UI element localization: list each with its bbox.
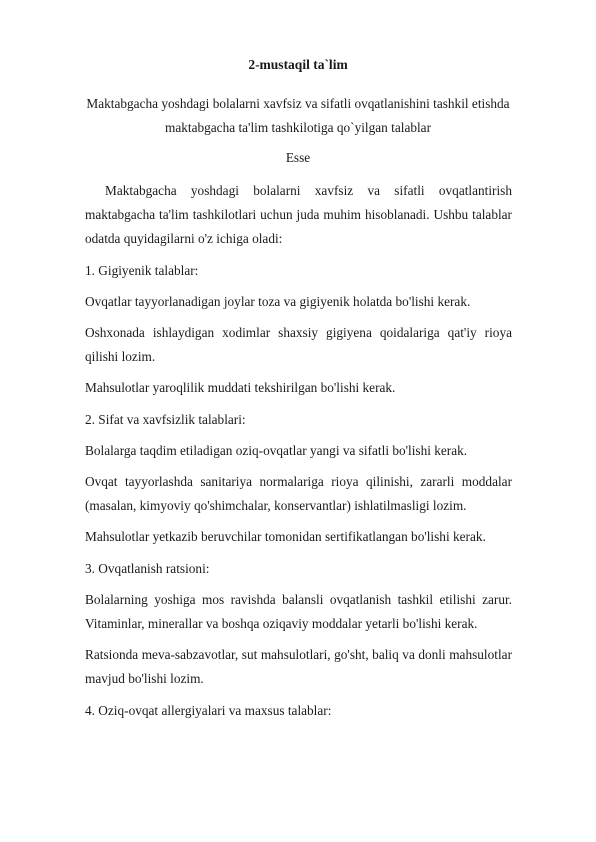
paragraph: Oshxonada ishlaydigan xodimlar shaxsiy gigiyena qoidalariga qat'iy rioya qilishi lozim. [85, 325, 512, 365]
document-genre-label: Esse [285, 150, 311, 165]
document-subtitle: Maktabgacha yoshdagi bolalarni xavfsiz va sifatli ovqatlanishini tashkil etishda maktabgacha ta'lim tashkilotiga qo`yilgan talablar [86, 96, 510, 135]
paragraph: Ovqat tayyorlashda sanitariya normalariga rioya qilinishi, zararli moddalar (masalan, kimyoviy qo'shimchalar, konservantlar) ishlatilmasligi lozim. [85, 474, 512, 514]
section-heading-allergies: 4. Oziq-ovqat allergiyalari va maxsus talablar: [85, 702, 332, 718]
paragraph: Ovqatlar tayyorlanadigan joylar toza va gigiyenik holatda bo'lishi kerak. [85, 293, 471, 309]
paragraph: Mahsulotlar yetkazib beruvchilar tomonidan sertifikatlangan bo'lishi kerak. [85, 529, 486, 545]
paragraph: Ratsionda meva-sabzavotlar, sut mahsulotlari, go'sht, baliq va donli mahsulotlar mavjud bo'lishi lozim. [85, 647, 512, 687]
paragraph: Bolalarga taqdim etiladigan oziq-ovqatlar yangi va sifatli bo'lishi kerak. [85, 442, 468, 458]
section-heading-hygiene: 1. Gigiyenik talablar: [85, 262, 199, 278]
intro-paragraph: Maktabgacha yoshdagi bolalarni xavfsiz va sifatli ovqatlantirish maktabgacha ta'lim tashkilotlari uchun juda muhim hisoblanadi. Ushbu talablar odatda quyidagilarni o'z ichiga oladi: [85, 183, 512, 247]
section-heading-nutrition-ration: 3. Ovqatlanish ratsioni: [85, 560, 210, 576]
document-body [85, 179, 512, 730]
paragraph: Bolalarning yoshiga mos ravishda balansli ovqatlanish tashkil etilishi zarur. Vitaminlar, minerallar va boshqa oziqaviy moddalar yetarli bo'lishi kerak. [85, 591, 512, 632]
paragraph: Mahsulotlar yaroqlilik muddati tekshirilgan bo'lishi kerak. [85, 380, 396, 396]
section-heading-quality-safety: 2. Sifat va xavfsizlik talablari: [85, 411, 246, 427]
document-title: 2-mustaqil ta`lim [248, 57, 348, 72]
